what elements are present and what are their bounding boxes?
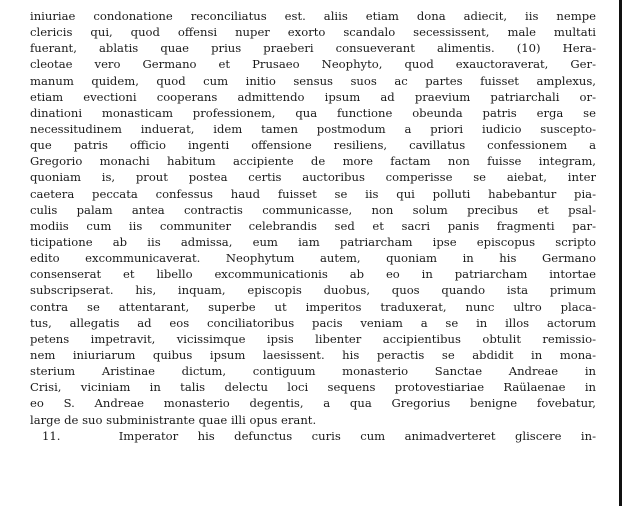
- text-line: subscripserat. his, inquam, episcopis duobus, quos quando ista primum: [30, 283, 596, 298]
- text-line: nem iniuriarum quibus ipsum laesissent. his peractis se abdidit in mona-: [30, 347, 596, 362]
- text-line: cleotae vero Germano et Prusaeo Neophyto, quod exauctoraverat, Ger-: [30, 57, 596, 72]
- latin-text-block: [30, 8, 596, 444]
- text-line: consenserat et libello excommunicationis ab eo in patriarcham intortae: [30, 267, 596, 282]
- text-line: caetera peccata confessus haud fuisset se iis qui polluti habebantur pia-: [30, 186, 596, 201]
- text-line: tus, allegatis ad eos conciliatoribus pacis veniam a se in illos actorum: [30, 315, 596, 330]
- text-line: clericis qui, quod offensi nuper exorto scandalo secessissent, male multati: [30, 25, 596, 40]
- text-line: ticipatione ab iis admissa, eum iam patriarcham ipse episcopus scripto: [30, 234, 596, 249]
- text-line: petens impetravit, vicissimque ipsis libenter accipientibus obtulit remissio-: [30, 331, 596, 346]
- text-line: necessitudinem induerat, idem tamen postmodum a priori iudicio suscepto-: [30, 121, 596, 136]
- text-line: que patris officio ingenti offensione resiliens, cavillatus confessionem a: [30, 138, 596, 153]
- text-line: manum quidem, quod cum initio sensus suos ac partes fuisset amplexus,: [30, 73, 596, 88]
- text-line: contra se attentarant, superbe ut imperitos traduxerat, nunc ultro placa-: [30, 299, 596, 314]
- text-line: dinationi monasticam professionem, qua functione obeunda patris erga se: [30, 105, 596, 120]
- section-text: Imperator his defunctus curis cum animadverteret gliscere in-: [118, 428, 596, 443]
- text-line: etiam evectioni cooperans admittendo ipsum ad praevium patriarchali or-: [30, 89, 596, 104]
- text-line: quoniam is, prout postea certis auctoribus comperisse se aiebat, inter: [30, 170, 596, 185]
- text-line: iniuriae condonatione reconciliatus est. aliis etiam dona adiecit, iis nempe: [30, 9, 596, 23]
- text-line: modiis cum iis communiter celebrandis sed et sacri panis fragmenti par-: [30, 218, 596, 233]
- text-line: edito excommunicaverat. Neophytum autem, quoniam in his Germano: [30, 251, 596, 266]
- section-line: [30, 428, 596, 444]
- text-line: Gregorio monachi habitum accipiente de more factam non fuisse integram,: [30, 154, 596, 169]
- text-line: culis palam antea contractis communicasse, non solum precibus et psal-: [30, 202, 596, 217]
- text-line: eo S. Andreae monasterio degentis, a qua Gregorius benigne fovebatur,: [30, 396, 596, 411]
- text-line: sterium Aristinae dictum, contiguum monasterio Sanctae Andreae in: [30, 364, 596, 379]
- text-line: fuerant, ablatis quae prius praeberi consueverant alimentis. (10) Hera-: [30, 41, 596, 56]
- page-edge-rule: [619, 0, 622, 506]
- section-number: 11.: [42, 428, 61, 443]
- text-line: Crisi, viciniam in talis delectu loci sequens protovestiariae Raülaenae in: [30, 380, 596, 395]
- text-line: large de suo subministrante quae illi opus erant.: [30, 412, 317, 427]
